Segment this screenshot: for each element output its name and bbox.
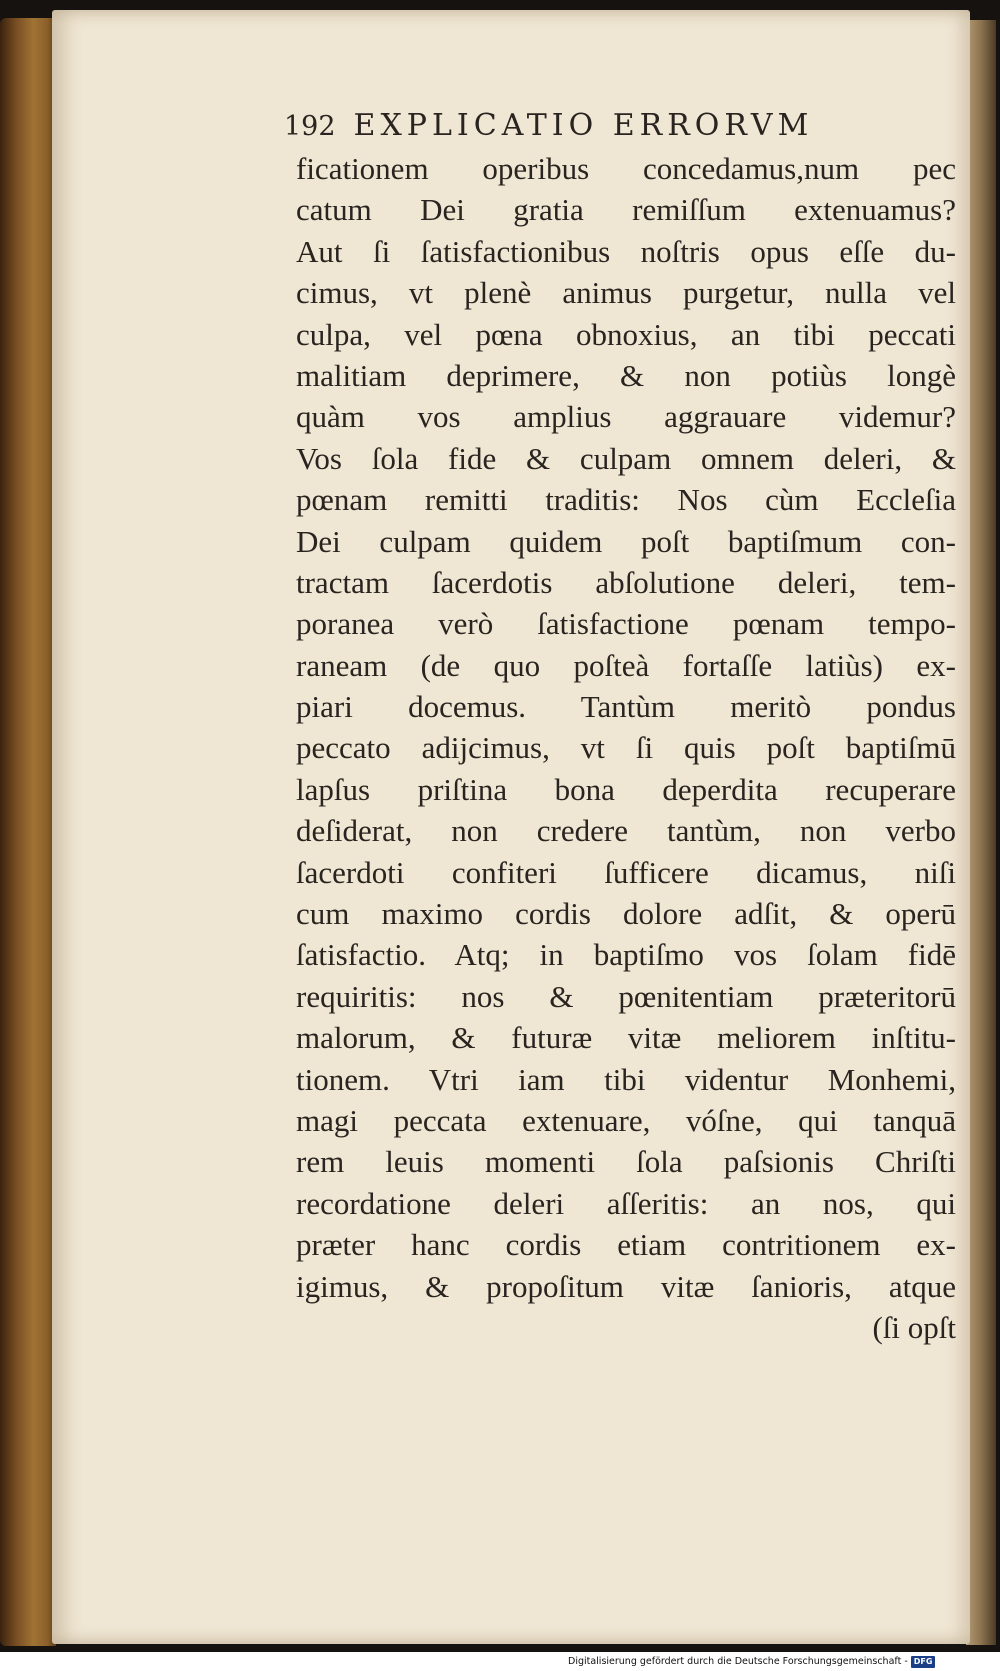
- text-line: malorum, & futuræ vitæ meliorem inſtitu-: [296, 1020, 956, 1056]
- running-head: [284, 104, 956, 148]
- text-line: rem leuis momenti ſola paſsionis Chriſti: [296, 1144, 956, 1180]
- text-line: præter hanc cordis etiam contritionem ex-: [296, 1227, 956, 1263]
- running-title: EXPLICATIO ERRORVM: [353, 108, 814, 143]
- text-line: cum maximo cordis dolore adſit, & operū: [296, 896, 956, 932]
- text-line: poranea verò ſatisfactione pœnam tempo-: [296, 606, 956, 642]
- credit-text: Digitalisierung gefördert durch die Deutsche Forschungsgemeinschaft -: [568, 1656, 908, 1667]
- text-line: Vos ſola fide & culpam omnem deleri, &: [296, 440, 956, 476]
- body-text: [296, 148, 956, 1348]
- page-text-block: [284, 104, 956, 1348]
- text-line: raneam (de quo poſteà fortaſſe latiùs) ex-: [296, 647, 956, 683]
- text-line: peccato adijcimus, vt ſi quis poſt baptiſmū: [296, 730, 956, 766]
- text-line: requiritis: nos & pœnitentiam præteritorū: [296, 978, 956, 1014]
- text-line: tionem. Vtri iam tibi videntur Monhemi,: [296, 1061, 956, 1097]
- page-stack-edge: [966, 20, 996, 1645]
- text-line: cimus, vt plenè animus purgetur, nulla vel: [296, 275, 956, 311]
- text-line: ſacerdoti confiteri ſufficere dicamus, niſi: [296, 854, 956, 890]
- text-line: catum Dei gratia remiſſum extenuamus?: [296, 192, 956, 228]
- book-spine-edge: [0, 18, 56, 1646]
- text-line: igimus, & propoſitum vitæ ſanioris, atque: [296, 1268, 956, 1304]
- digitization-credit: [568, 1654, 935, 1670]
- text-line: culpa, vel pœna obnoxius, an tibi peccati: [296, 316, 956, 352]
- text-line: ficationem operibus concedamus,num pec: [296, 151, 956, 186]
- text-line: pœnam remitti traditis: Nos cùm Eccleſia: [296, 482, 956, 518]
- text-line: deſiderat, non credere tantùm, non verbo: [296, 813, 956, 849]
- text-line: Aut ſi ſatisfactionibus noſtris opus eſſe du-: [296, 233, 956, 269]
- text-line: malitiam deprimere, & non potiùs longè: [296, 357, 956, 393]
- text-line: magi peccata extenuare, vóſne, qui tanquā: [296, 1102, 956, 1138]
- text-line: ſatisfactio. Atq; in baptiſmo vos ſolam fidē: [296, 937, 956, 973]
- text-line: recordatione deleri aſſeritis: an nos, qui: [296, 1185, 956, 1221]
- dfg-logo[interactable]: DFG: [911, 1656, 936, 1668]
- text-line: Dei culpam quidem poſt baptiſmum con-: [296, 523, 956, 559]
- page-number: 192: [284, 111, 336, 142]
- text-line: piari docemus. Tantùm meritò pondus: [296, 689, 956, 725]
- text-line: tractam ſacerdotis abſolutione deleri, tem-: [296, 564, 956, 600]
- text-line: quàm vos amplius aggrauare videmur?: [296, 399, 956, 435]
- catchword: (ſi opſt: [872, 1309, 956, 1345]
- text-line: lapſus priſtina bona deperdita recuperare: [296, 771, 956, 807]
